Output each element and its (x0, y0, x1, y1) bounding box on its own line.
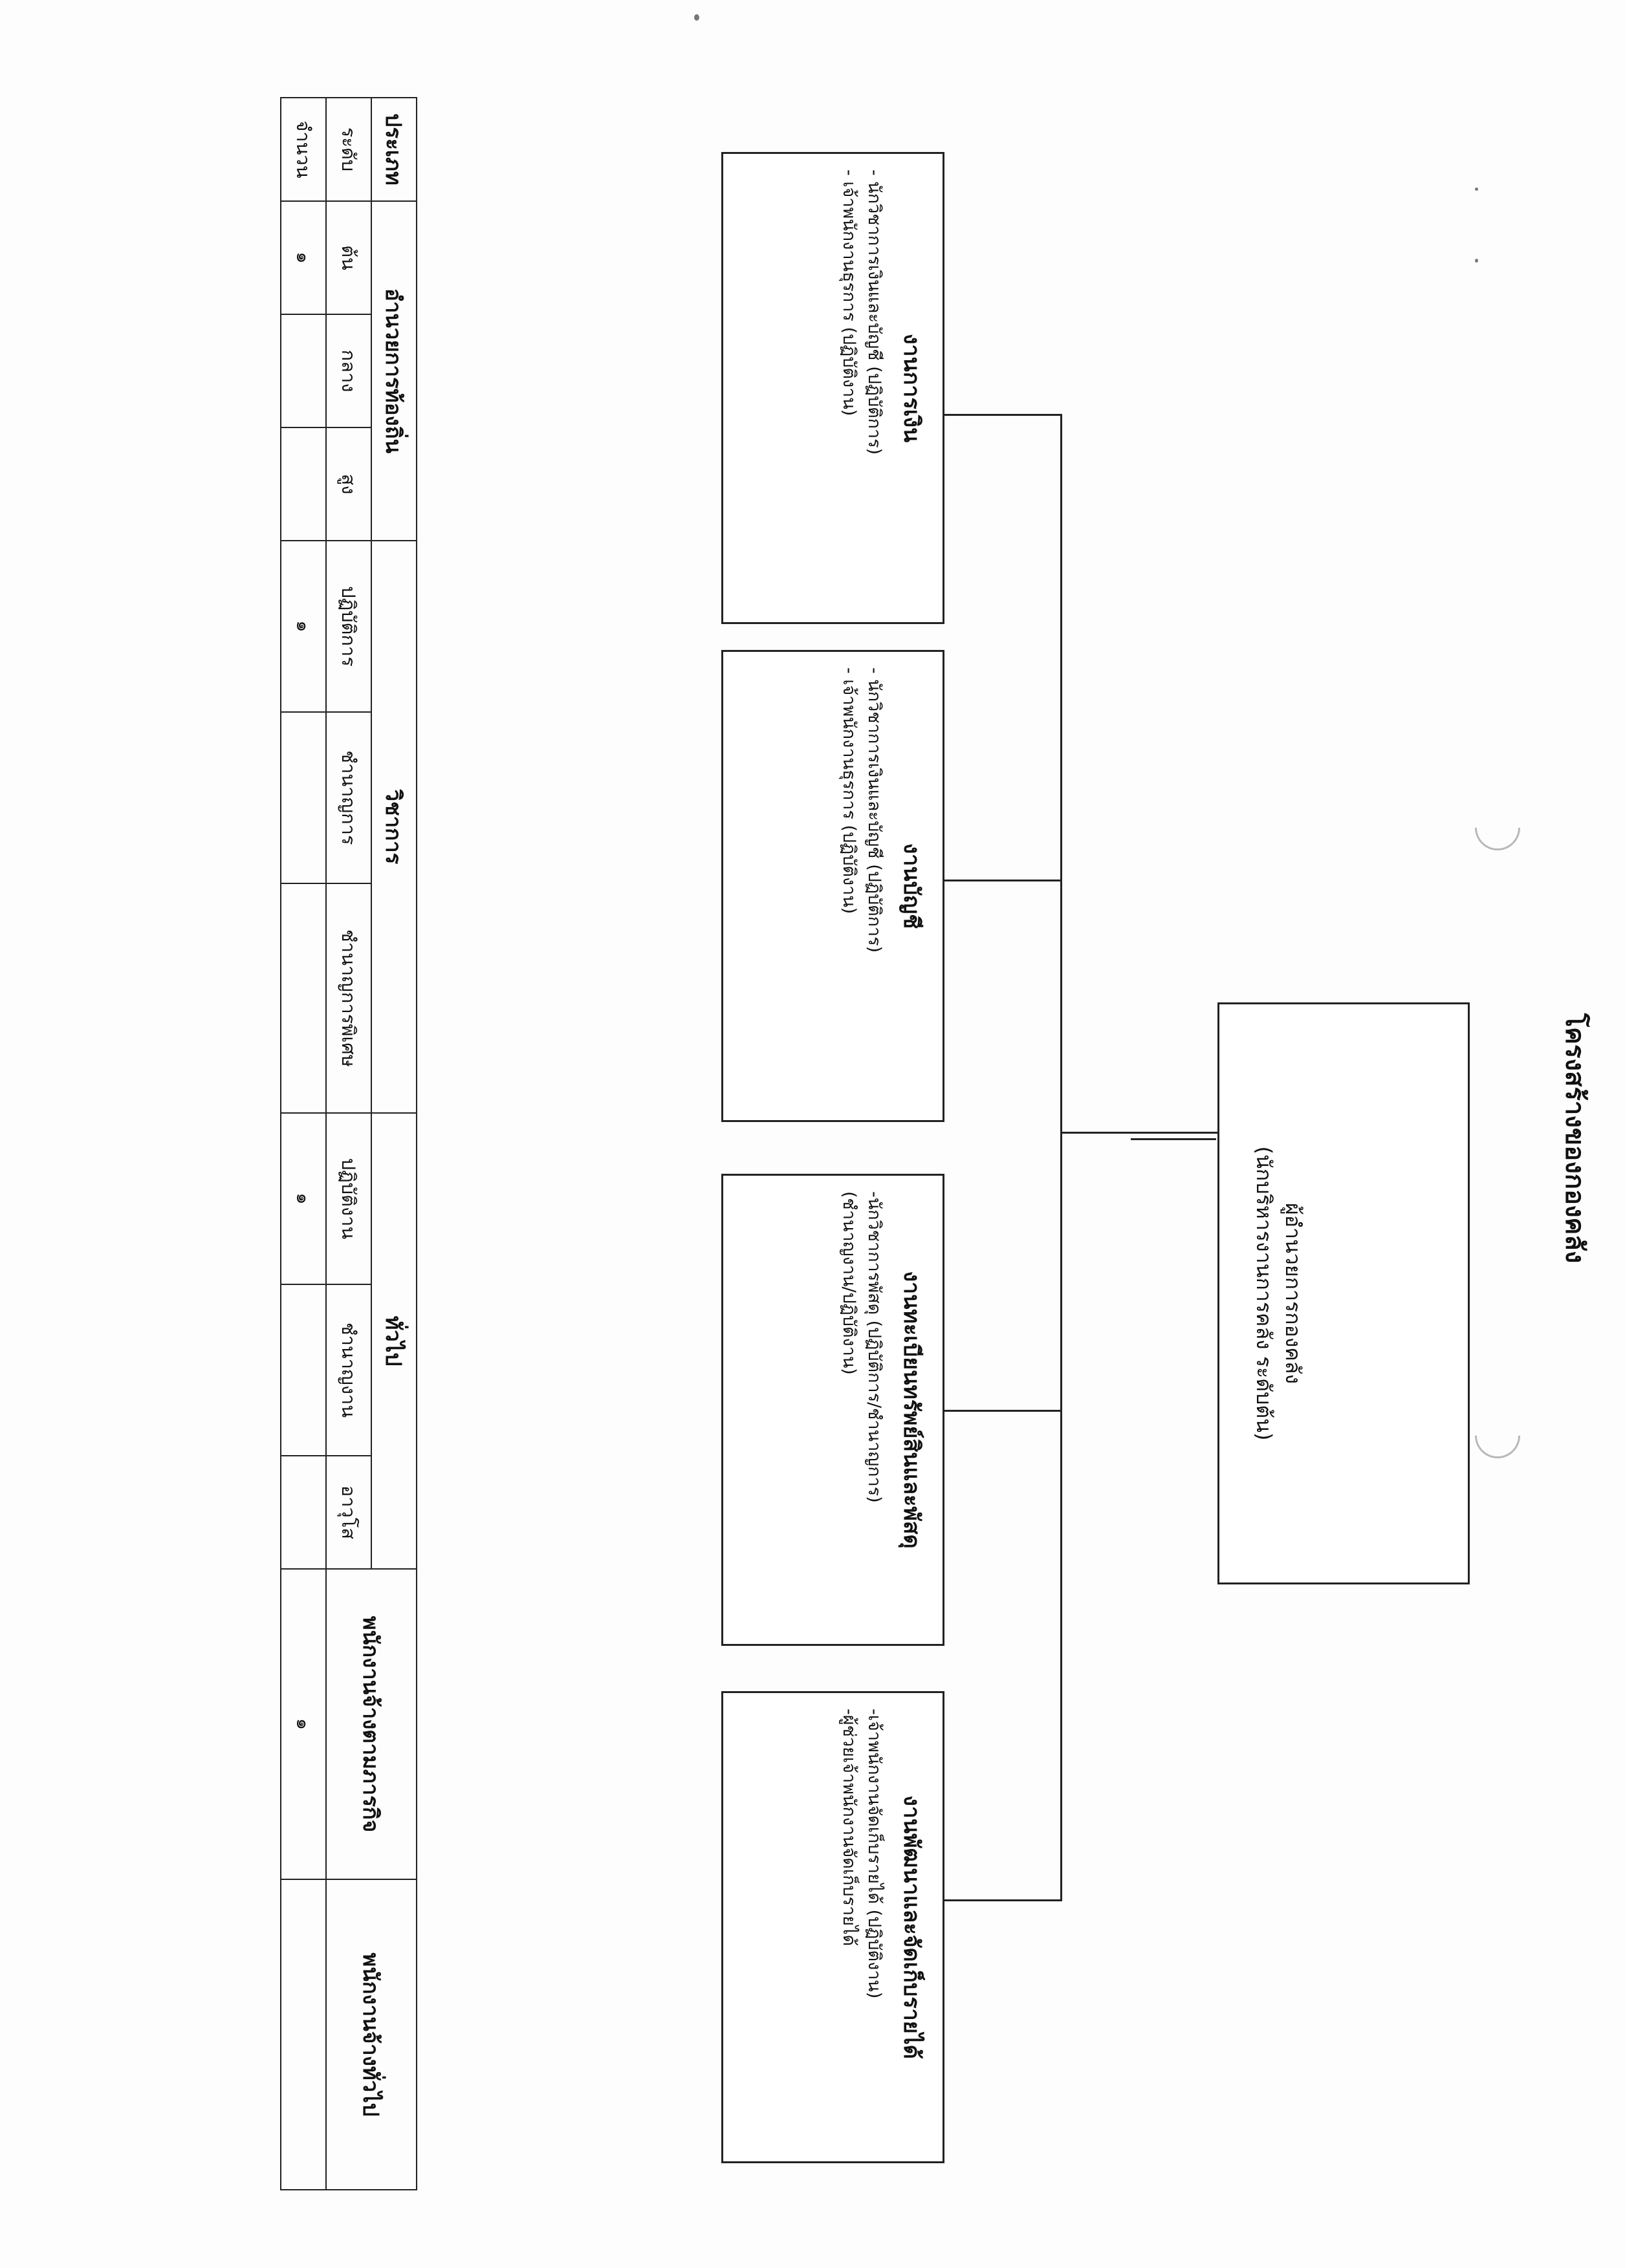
unit-position: - เจ้าพนักงานธุรการ (ปฏิบัติงาน) (838, 667, 859, 914)
level-cell: กลาง (326, 314, 371, 427)
connector-line (944, 414, 1062, 416)
unit-box-accounting (721, 650, 944, 1122)
unit-position: - เจ้าพนักงานธุรการ (ปฏิบัติงาน) (838, 169, 859, 416)
level-cell: ปฏิบัติการ (326, 541, 371, 712)
unit-heading: งานพัฒนาและจัดเก็บรายได้ (899, 1795, 924, 2059)
count-cell (281, 1456, 326, 1569)
level-cell: ชำนาญการ (326, 712, 371, 883)
count-cell (281, 712, 326, 883)
unit-heading: งานทะเบียนทรัพย์สินและพัสดุ (899, 1271, 924, 1549)
level-cell: ชำนาญงาน (326, 1284, 371, 1456)
count-cell: ๑ (281, 1113, 326, 1284)
row-header: จำนวน (281, 98, 326, 201)
count-cell (281, 883, 326, 1113)
group-header: อำนวยการท้องถิ่น (371, 201, 417, 541)
unit-position: - นักวิชาการเงินและบัญชี (ปฏิบัติการ) (864, 667, 884, 953)
table-row (281, 98, 326, 2190)
count-cell: ๑ (281, 541, 326, 712)
unit-position: -เจ้าพนักงานจัดเก็บรายได้ (ปฏิบัติงาน) (864, 1709, 884, 1999)
unit-position: -ผู้ช่วยเจ้าพนักงานจัดเก็บรายได้ (838, 1709, 859, 1947)
level-cell: อาวุโส (326, 1456, 371, 1569)
unit-position: (ชำนาญงาน/ปฏิบัติงาน) (838, 1191, 859, 1375)
level-cell: ชำนาญการพิเศษ (326, 883, 371, 1113)
unit-position: -นักวิชาการพัสดุ (ปฏิบัติการ/ชำนาญการ) (864, 1191, 884, 1503)
connector-line (1131, 1138, 1216, 1140)
director-title: ผู้อำนวยการกองคลัง (1281, 1203, 1305, 1384)
row-header: ระดับ (326, 98, 371, 201)
connector-line (944, 880, 1062, 881)
connector-line (944, 1410, 1062, 1412)
director-subtitle: (นักบริหารงานการคลัง ระดับต้น) (1252, 1146, 1276, 1441)
unit-heading: งานการเงิน (899, 333, 924, 443)
connector-line (1061, 1132, 1217, 1134)
group-header: ทั่วไป (371, 1113, 417, 1569)
unit-heading: งานบัญชี (899, 843, 924, 929)
unit-position: - นักวิชาการเงินและบัญชี (ปฏิบัติการ) (864, 169, 884, 455)
document-title: โครงสร้างของกองคลัง (1560, 1013, 1589, 1264)
level-cell: ต้น (326, 201, 371, 314)
unit-box-assets (721, 1174, 944, 1646)
group-header: พนักงานจ้างทั่วไป (326, 1879, 417, 2190)
unit-box-revenue (721, 1691, 944, 2163)
count-cell (281, 1284, 326, 1456)
director-box (1217, 1002, 1470, 1584)
count-cell (281, 1879, 326, 2190)
connector-line (1060, 414, 1062, 1901)
count-cell (281, 314, 326, 427)
staff-table (280, 97, 417, 2190)
count-cell: ๑ (281, 1569, 326, 1879)
count-cell (281, 427, 326, 541)
connector-line (944, 1899, 1062, 1901)
group-header: วิชาการ (371, 541, 417, 1113)
count-cell: ๑ (281, 201, 326, 314)
group-header: พนักงานจ้างตามภารกิจ (326, 1569, 417, 1879)
row-header: ประเภท (371, 98, 417, 201)
level-cell: สูง (326, 427, 371, 541)
level-cell: ปฏิบัติงาน (326, 1113, 371, 1284)
table-row (371, 98, 417, 2190)
unit-box-finance (721, 152, 944, 624)
